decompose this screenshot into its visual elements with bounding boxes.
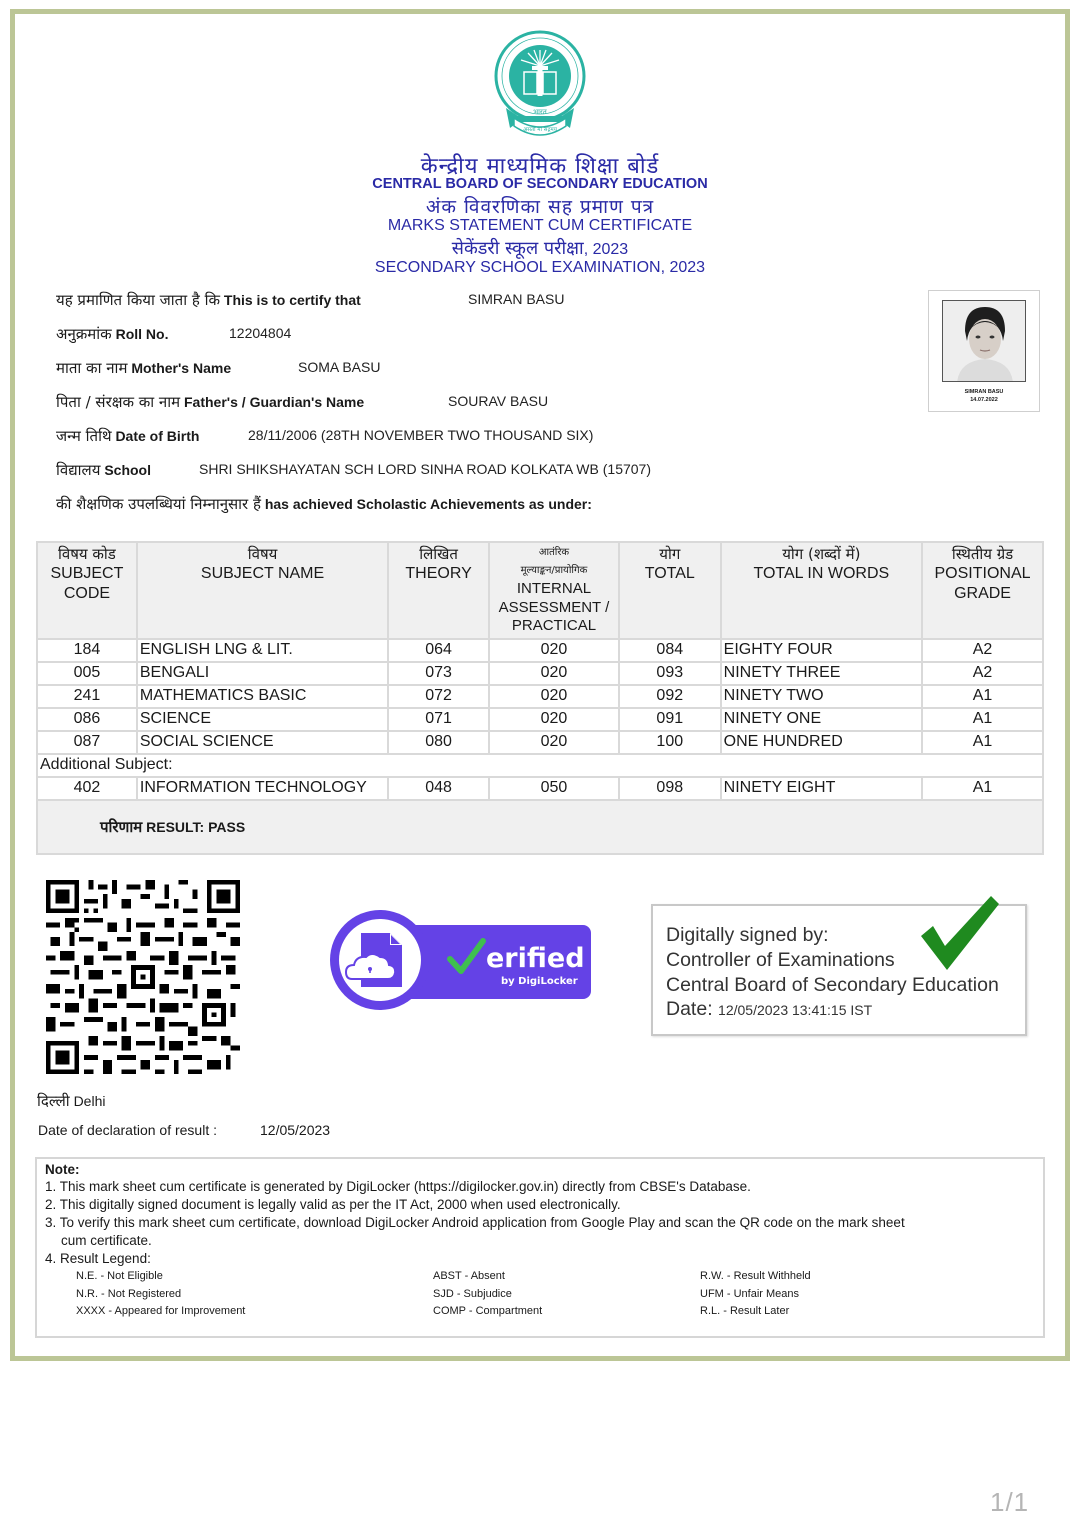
legend-item: N.E. - Not Eligible — [76, 1270, 163, 1282]
legend-item: COMP - Compartment — [433, 1305, 543, 1317]
svg-text:by DigiLocker: by DigiLocker — [501, 976, 578, 987]
mother-name: SOMA BASU — [298, 359, 381, 375]
achievement-row: की शैक्षणिक उपलब्धियां निम्नानुसार हैं has achieved Scholastic Achievements as under: — [56, 495, 592, 513]
legend-item: UFM - Unfair Means — [700, 1288, 800, 1300]
board-name-hindi: केन्द्रीय माध्यमिक शिक्षा बोर्ड — [420, 154, 660, 179]
document-title: MARKS STATEMENT CUM CERTIFICATE — [387, 217, 693, 234]
signature-valid-check-icon — [919, 896, 1001, 974]
table-row: 184 ENGLISH LNG & LIT. 064 020 084 EIGHTY FOUR A2 — [37, 639, 1043, 662]
table-row: 241 MATHEMATICS BASIC 072 020 092 NINETY TWO A1 — [37, 685, 1043, 708]
photo-caption-name: SIMRAN BASU — [964, 389, 1004, 395]
date-of-birth: 28/11/2006 (28TH NOVEMBER TWO THOUSAND SIX) — [248, 427, 594, 443]
table-row: 087 SOCIAL SCIENCE 080 020 100 ONE HUNDRED A1 — [37, 731, 1043, 754]
header-grade: स्थितीय ग्रेड POSITIONAL GRADE — [922, 542, 1043, 639]
header-theory: लिखित THEORY — [388, 542, 489, 639]
table-row: 402 INFORMATION TECHNOLOGY 048 050 098 NINETY EIGHT A1 — [37, 777, 1043, 800]
dob-row: जन्म तिथि Date of Birth 28/11/2006 (28TH NOVEMBER TWO THOUSAND SIX) — [56, 427, 594, 445]
father-row: पिता / संरक्षक का नाम Father's / Guardian's Name SOURAV BASU — [56, 393, 549, 411]
school-name: SHRI SHIKSHAYATAN SCH LORD SINHA ROAD KOLKATA WB (15707) — [199, 461, 651, 477]
additional-subject-label: Additional Subject: — [37, 754, 1043, 777]
legend-item: N.R. - Not Registered — [76, 1288, 182, 1300]
note-item: 4. Result Legend: — [45, 1251, 151, 1266]
legend-item: R.W. - Result Withheld — [700, 1270, 811, 1282]
legend-item: SJD - Subjudice — [433, 1288, 512, 1300]
father-name: SOURAV BASU — [448, 393, 549, 409]
digital-signature-box[interactable]: Digitally signed by: Controller of Examinations Central Board of Secondary Education Date: 12/05/2023 13:41:15 IST — [651, 904, 1027, 1036]
board-name: CENTRAL BOARD OF SECONDARY EDUCATION — [372, 176, 708, 192]
table-row: 005 BENGALI 073 020 093 NINETY THREE A2 — [37, 662, 1043, 685]
student-name: SIMRAN BASU — [468, 291, 565, 307]
document-title-hindi: अंक विवरणिका सह प्रमाण पत्र — [425, 196, 655, 218]
signature-date: 12/05/2023 13:41:15 IST — [718, 1002, 873, 1018]
legend-item: XXXX - Appeared for Improvement — [76, 1305, 246, 1317]
note-item-continued: cum certificate. — [61, 1233, 152, 1248]
header-total-words: योग (शब्दों में) TOTAL IN WORDS — [721, 542, 922, 639]
exam-name: SECONDARY SCHOOL EXAMINATION, 2023 — [374, 259, 706, 276]
mother-row: माता का नाम Mother's Name SOMA BASU — [56, 359, 381, 377]
roll-row: अनुक्रमांक Roll No. 12204804 — [56, 325, 292, 343]
note-item: 2. This digitally signed document is legally valid as per the IT Act, 2000 when used electronically. — [45, 1197, 621, 1212]
page-indicator: 1/1 — [990, 1487, 1030, 1515]
header-subject-name: विषय SUBJECT NAME — [137, 542, 388, 639]
svg-text:erified: erified — [486, 943, 585, 974]
school-row: विद्यालय School SHRI SHIKSHAYATAN SCH LORD SINHA ROAD KOLKATA WB (15707) — [56, 461, 651, 479]
note-item: 1. This mark sheet cum certificate is generated by DigiLocker (https://digilocker.gov.in) directly from CBSE's Database. — [45, 1179, 751, 1194]
header-total: योग TOTAL — [619, 542, 721, 639]
certify-row: यह प्रमाणित किया जाता है कि This is to certify that SIMRAN BASU — [56, 291, 565, 309]
table-row: 086 SCIENCE 071 020 091 NINETY ONE A1 — [37, 708, 1043, 731]
marks-table — [36, 541, 1044, 855]
table-header-row — [37, 542, 1043, 639]
exam-name-hindi: सेकेंडरी स्कूल परीक्षा, 2023 — [451, 238, 629, 259]
svg-text:असतो मा सद्गमय: असतो मा सद्गमय — [523, 127, 557, 133]
declaration-label: Date of declaration of result : — [38, 1122, 217, 1138]
header-internal: आतंरिक मूल्याङ्कन/प्रायोगिक INTERNAL ASSESSMENT / PRACTICAL — [489, 542, 619, 639]
digilocker-verified-badge — [328, 907, 594, 1013]
note-item: 3. To verify this mark sheet cum certificate, download DigiLocker Android application from Google Play and scan the QR code on the mark sheet — [45, 1215, 905, 1230]
notes-box — [35, 1157, 1045, 1338]
svg-text:भारत: भारत — [533, 108, 547, 116]
result-row — [37, 800, 1043, 854]
header-subject-code: विषय कोड SUBJECT CODE — [37, 542, 137, 639]
place: दिल्ली Delhi — [37, 1092, 106, 1110]
additional-subject-label-row — [37, 754, 1043, 777]
photo-caption-date: 14.07.2022 — [970, 397, 998, 403]
roll-number: 12204804 — [229, 325, 292, 341]
student-photo-box — [928, 290, 1040, 412]
legend-item: R.L. - Result Later — [700, 1305, 790, 1317]
cbse-logo-icon — [488, 30, 592, 148]
notes-title: Note: — [45, 1162, 80, 1177]
qr-code-icon[interactable] — [46, 880, 240, 1074]
declaration-date: 12/05/2023 — [260, 1122, 331, 1138]
legend-item: ABST - Absent — [433, 1270, 505, 1282]
result-status: परिणाम RESULT: PASS — [37, 800, 1043, 854]
person-photo-icon — [943, 301, 1026, 382]
student-photo — [942, 300, 1026, 382]
